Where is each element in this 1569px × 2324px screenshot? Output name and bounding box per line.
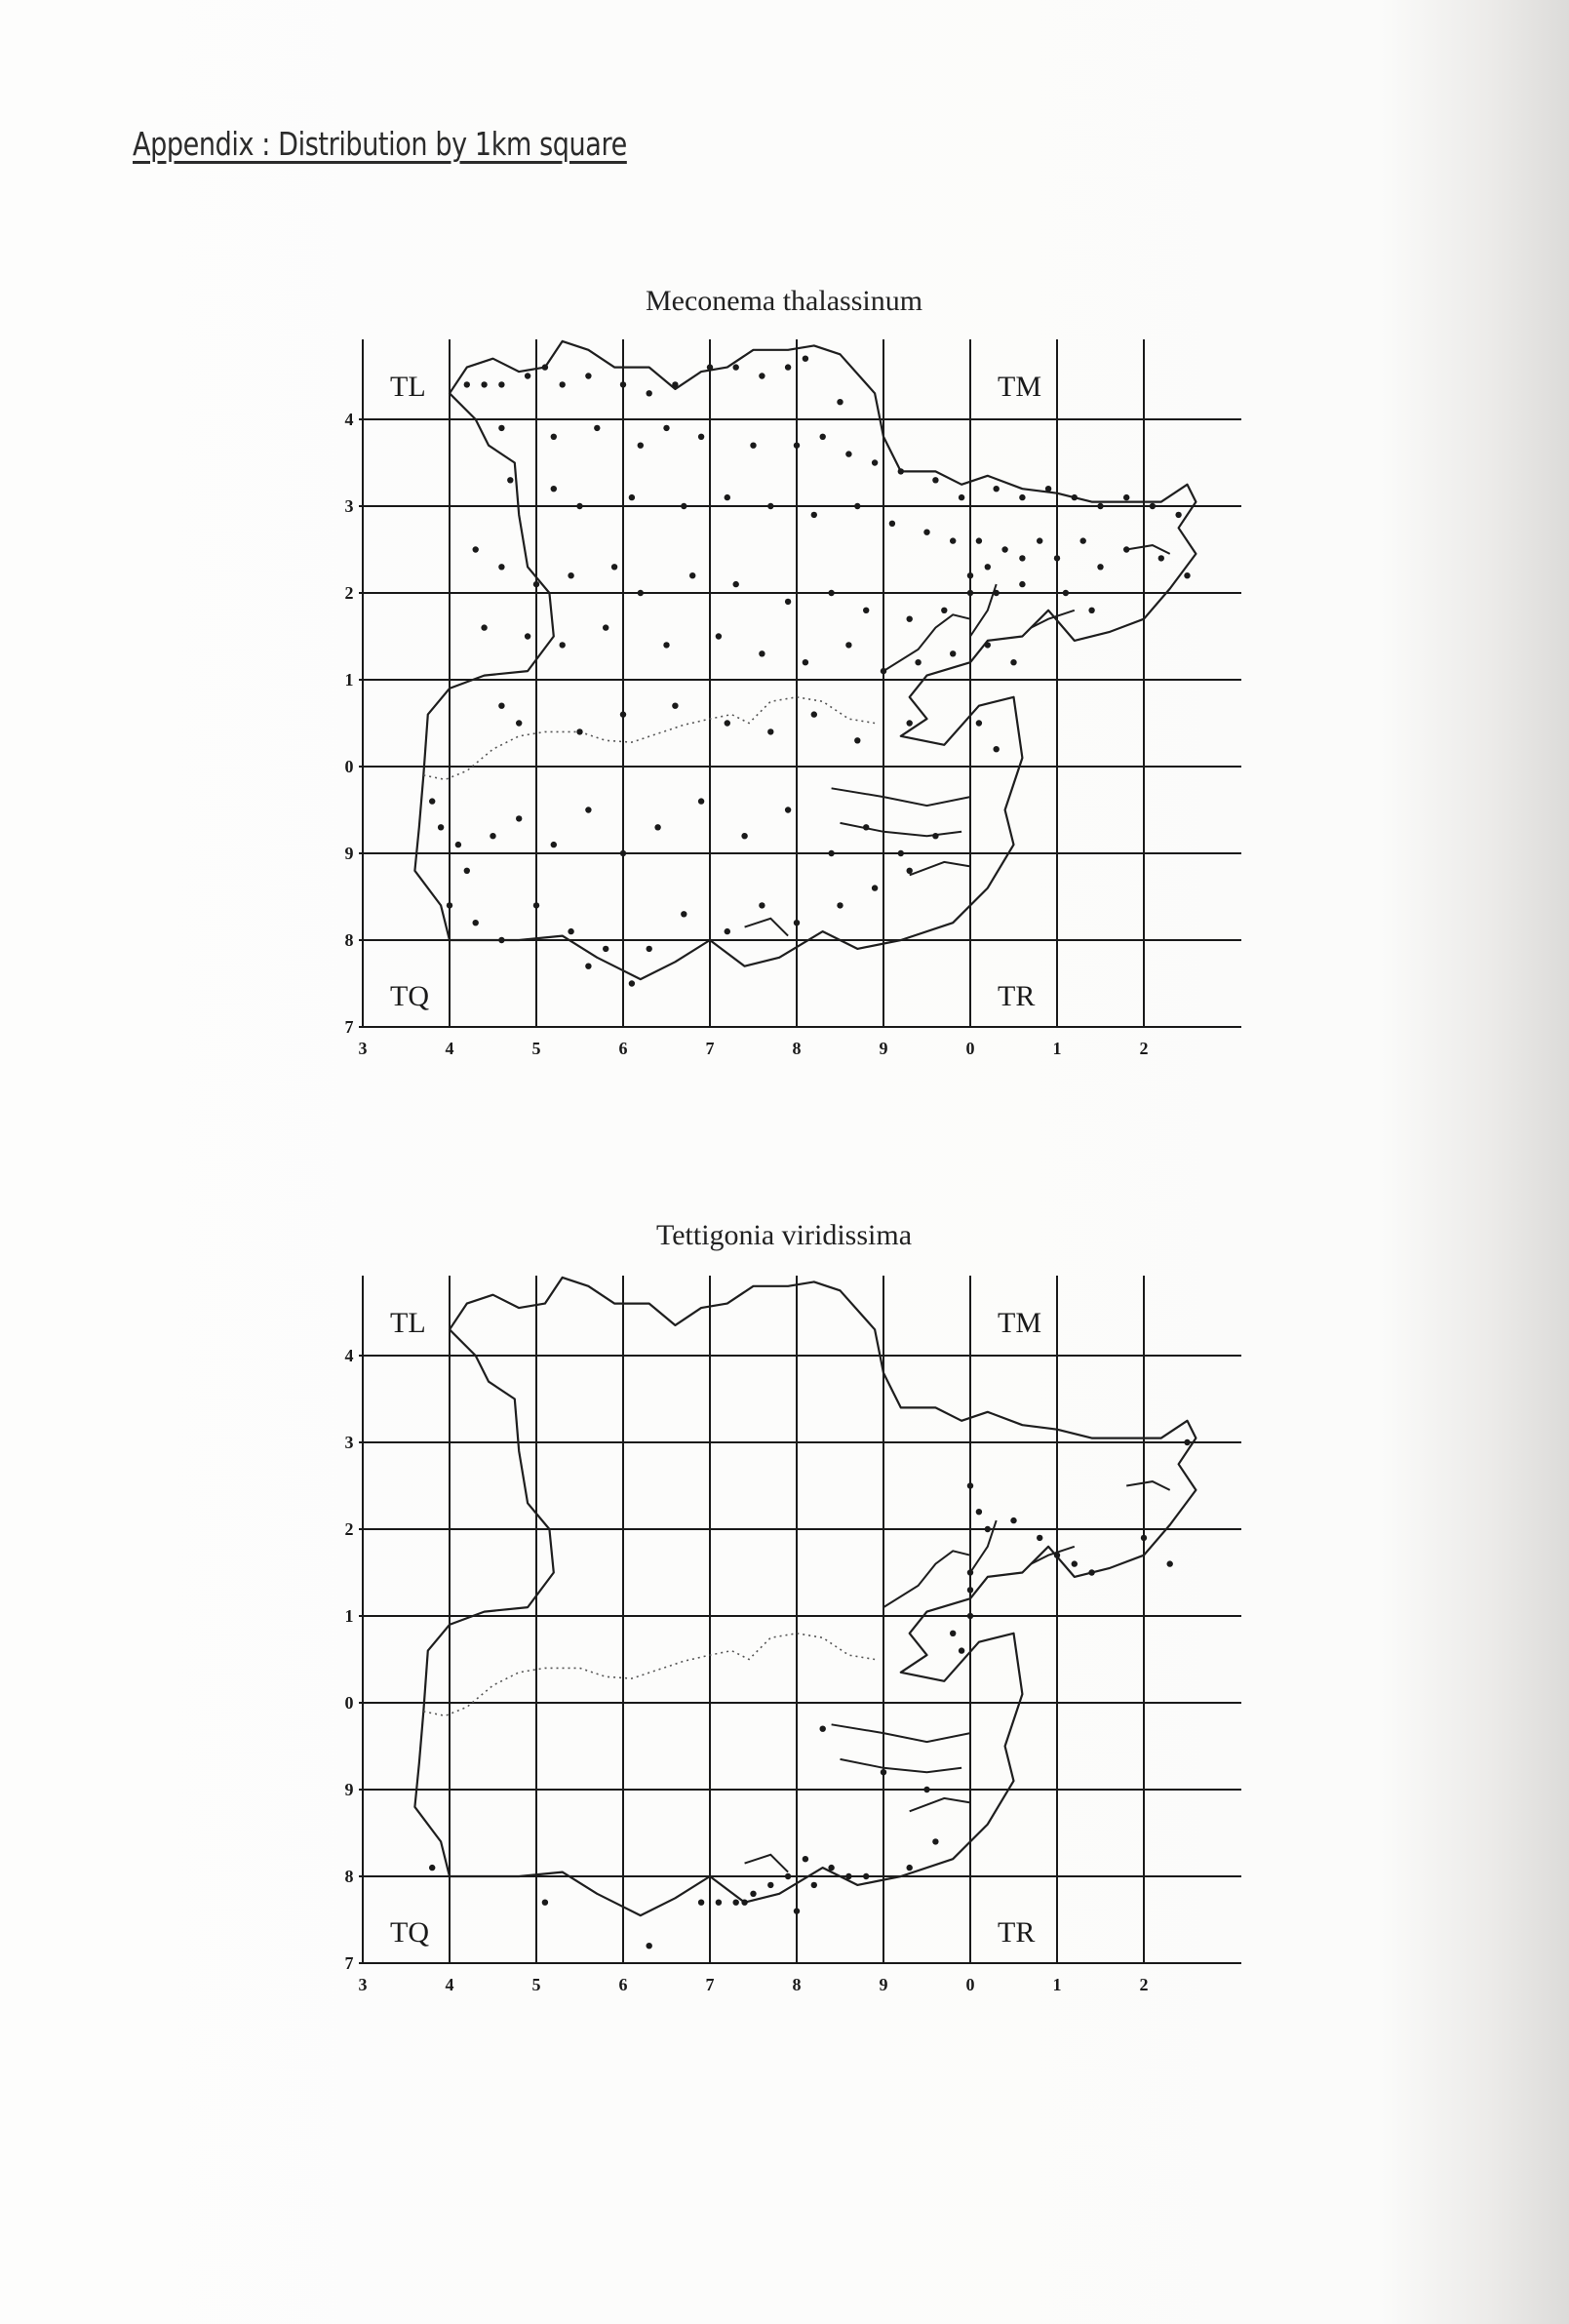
record-dot [854, 737, 860, 743]
record-dot [1097, 564, 1103, 570]
x-tick-label: 5 [531, 1975, 541, 1994]
record-dot [516, 720, 522, 726]
x-tick-label: 0 [965, 1039, 975, 1058]
record-dot [654, 824, 660, 830]
record-dot [1123, 546, 1129, 552]
y-tick-label: 9 [344, 1780, 354, 1799]
record-dot [498, 381, 504, 387]
x-tick-label: 2 [1139, 1039, 1149, 1058]
x-tick-label: 6 [618, 1975, 628, 1994]
record-dot [863, 824, 869, 830]
record-dot [551, 842, 557, 847]
y-tick-label: 3 [344, 1433, 354, 1452]
record-dot [576, 503, 582, 509]
record-dot [767, 1882, 773, 1888]
record-dot [638, 590, 644, 596]
record-dot [663, 425, 669, 431]
record-dot [967, 1569, 973, 1575]
record-dot [967, 590, 973, 596]
record-dot [967, 1587, 973, 1593]
county-coastline [414, 1278, 1196, 1915]
y-tick-label: 4 [344, 1346, 354, 1365]
record-dot [950, 650, 956, 656]
grid-square-label-ne: TM [998, 371, 1041, 403]
record-dot [767, 503, 773, 509]
record-dot [915, 659, 921, 665]
record-dot [976, 537, 982, 543]
record-dot [716, 633, 722, 639]
y-tick-label: 0 [344, 1693, 354, 1713]
map-title: Meconema thalassinum [645, 285, 923, 317]
record-dot [837, 399, 843, 405]
estuary-line [1126, 545, 1170, 554]
record-dot [620, 850, 626, 856]
record-dot [725, 928, 730, 934]
record-dot [1150, 503, 1156, 509]
record-dot [845, 451, 851, 456]
record-dot [1141, 1535, 1147, 1541]
y-tick-label: 8 [344, 930, 354, 950]
estuary-line [883, 1551, 970, 1607]
grid-map [332, 1266, 1238, 1997]
record-dot [1010, 659, 1016, 665]
estuary-line [910, 1798, 970, 1811]
record-dot [629, 980, 635, 986]
record-dot [1167, 1560, 1173, 1566]
record-dot [1019, 555, 1025, 561]
record-dot [854, 503, 860, 509]
record-dot [941, 608, 947, 613]
record-dot [1037, 537, 1042, 543]
x-tick-label: 6 [618, 1039, 628, 1058]
record-dot [985, 564, 991, 570]
record-dot [1001, 546, 1007, 552]
record-dot [585, 807, 591, 812]
record-dot [429, 1865, 435, 1871]
x-tick-label: 9 [879, 1039, 888, 1058]
record-dot [1072, 1560, 1078, 1566]
grid-square-label-ne: TM [998, 1307, 1041, 1339]
record-dot [603, 624, 608, 630]
y-tick-label: 4 [344, 410, 354, 429]
record-dot [638, 443, 644, 449]
record-dot [811, 711, 817, 717]
record-dot [785, 1873, 791, 1879]
record-dot [803, 1856, 808, 1862]
x-tick-label: 3 [358, 1039, 368, 1058]
y-tick-label: 2 [344, 1519, 354, 1539]
record-dot [733, 581, 739, 587]
record-dot [794, 920, 800, 926]
grid-square-label-nw: TL [390, 371, 426, 403]
record-dot [663, 642, 669, 648]
record-dot [585, 373, 591, 378]
record-dot [967, 1482, 973, 1488]
record-dot [542, 364, 548, 370]
record-dot [881, 1769, 886, 1775]
record-dot [551, 486, 557, 492]
record-dot [1184, 572, 1190, 578]
record-dot [698, 434, 704, 440]
record-dot [794, 1908, 800, 1913]
record-dot [1080, 537, 1086, 543]
record-dot [725, 494, 730, 500]
estuary-line [832, 788, 970, 806]
record-dot [611, 564, 617, 570]
page-heading: Appendix : Distribution by 1km square [133, 125, 627, 163]
record-dot [1072, 494, 1078, 500]
estuary-line [883, 614, 970, 671]
record-dot [629, 494, 635, 500]
record-dot [672, 381, 678, 387]
record-dot [698, 798, 704, 804]
record-dot [967, 572, 973, 578]
record-dot [889, 521, 895, 527]
x-tick-label: 8 [792, 1975, 802, 1994]
record-dot [620, 711, 626, 717]
record-dot [447, 902, 452, 908]
record-dot [681, 911, 686, 917]
record-dot [498, 564, 504, 570]
estuary-line [841, 1759, 962, 1772]
record-dot [820, 1726, 826, 1732]
grid-square-label-se: TR [998, 980, 1036, 1012]
record-dot [828, 1865, 834, 1871]
record-dot [525, 373, 530, 378]
record-dot [498, 425, 504, 431]
y-tick-label: 1 [344, 670, 354, 689]
record-dot [994, 486, 1000, 492]
record-dot [994, 590, 1000, 596]
record-dot [1019, 581, 1025, 587]
record-dot [932, 1838, 938, 1844]
estuary-line [745, 1855, 789, 1872]
record-dot [1054, 1553, 1060, 1558]
record-dot [620, 381, 626, 387]
record-dot [647, 946, 652, 952]
record-dot [741, 1900, 747, 1906]
record-dot [438, 824, 444, 830]
record-dot [845, 642, 851, 648]
y-tick-label: 2 [344, 583, 354, 603]
record-dot [898, 850, 904, 856]
record-dot [568, 572, 573, 578]
grid-square-label-nw: TL [390, 1307, 426, 1339]
map-title: Tettigonia viridissima [655, 1219, 913, 1251]
x-tick-label: 1 [1052, 1975, 1062, 1994]
record-dot [811, 512, 817, 518]
estuary-line [745, 919, 789, 936]
record-dot [455, 842, 461, 847]
record-dot [473, 920, 479, 926]
x-tick-label: 4 [445, 1975, 454, 1994]
record-dot [976, 1509, 982, 1515]
record-dot [516, 815, 522, 821]
record-dot [820, 434, 826, 440]
record-dot [923, 1787, 929, 1792]
record-dot [811, 1882, 817, 1888]
record-dot [725, 720, 730, 726]
record-dot [551, 434, 557, 440]
record-dot [907, 868, 913, 874]
record-dot [533, 902, 539, 908]
record-dot [872, 459, 878, 465]
record-dot [959, 494, 964, 500]
grid-map [332, 330, 1238, 1061]
y-tick-label: 9 [344, 844, 354, 863]
record-dot [932, 477, 938, 483]
record-dot [647, 390, 652, 396]
record-dot [525, 633, 530, 639]
record-dot [907, 1865, 913, 1871]
record-dot [560, 381, 566, 387]
estuary-line [832, 1724, 970, 1742]
record-dot [881, 668, 886, 674]
y-tick-label: 7 [344, 1017, 354, 1037]
record-dot [1010, 1517, 1016, 1523]
record-dot [932, 833, 938, 839]
record-dot [576, 729, 582, 734]
record-dot [803, 356, 808, 362]
x-tick-label: 7 [705, 1039, 715, 1058]
record-dot [759, 902, 765, 908]
record-dot [542, 1900, 548, 1906]
record-dot [707, 364, 713, 370]
record-dot [481, 381, 487, 387]
x-tick-label: 4 [445, 1039, 454, 1058]
record-dot [785, 364, 791, 370]
record-dot [1045, 486, 1051, 492]
record-dot [898, 468, 904, 474]
record-dot [1158, 555, 1164, 561]
record-dot [976, 720, 982, 726]
x-tick-label: 8 [792, 1039, 802, 1058]
x-tick-label: 9 [879, 1975, 888, 1994]
x-tick-label: 5 [531, 1039, 541, 1058]
record-dot [1019, 494, 1025, 500]
record-dot [759, 650, 765, 656]
record-dot [568, 928, 573, 934]
record-dot [837, 902, 843, 908]
record-dot [1037, 1535, 1042, 1541]
record-dot [481, 624, 487, 630]
record-dot [698, 1900, 704, 1906]
record-dot [907, 720, 913, 726]
record-dot [1088, 608, 1094, 613]
record-dot [560, 642, 566, 648]
record-dot [464, 868, 470, 874]
record-dot [741, 833, 747, 839]
estuary-line [1031, 1547, 1075, 1564]
record-dot [872, 885, 878, 890]
record-dot [498, 937, 504, 943]
record-dot [759, 373, 765, 378]
record-dot [429, 798, 435, 804]
estuary-line [841, 823, 962, 836]
record-dot [794, 443, 800, 449]
record-dot [767, 729, 773, 734]
x-tick-label: 2 [1139, 1975, 1149, 1994]
record-dot [750, 1891, 756, 1897]
record-dot [828, 590, 834, 596]
x-tick-label: 1 [1052, 1039, 1062, 1058]
record-dot [672, 703, 678, 709]
record-dot [716, 1900, 722, 1906]
record-dot [733, 1900, 739, 1906]
x-tick-label: 0 [965, 1975, 975, 1994]
record-dot [1054, 555, 1060, 561]
x-tick-label: 7 [705, 1975, 715, 1994]
record-dot [1175, 512, 1181, 518]
grid-square-label-sw: TQ [390, 1916, 429, 1949]
record-dot [1184, 1439, 1190, 1445]
record-dot [647, 1943, 652, 1949]
estuary-line [1126, 1481, 1170, 1490]
grid-square-label-se: TR [998, 1916, 1036, 1949]
record-dot [785, 599, 791, 605]
record-dot [803, 659, 808, 665]
estuary-line [910, 862, 970, 875]
record-dot [473, 546, 479, 552]
record-dot [594, 425, 600, 431]
record-dot [585, 964, 591, 969]
y-tick-label: 3 [344, 496, 354, 516]
y-tick-label: 1 [344, 1606, 354, 1626]
x-tick-label: 3 [358, 1975, 368, 1994]
record-dot [950, 537, 956, 543]
record-dot [845, 1873, 851, 1879]
y-tick-label: 8 [344, 1867, 354, 1886]
record-dot [1088, 1569, 1094, 1575]
record-dot [985, 642, 991, 648]
record-dot [785, 807, 791, 812]
record-dot [959, 1647, 964, 1653]
record-dot [907, 616, 913, 622]
record-dot [863, 608, 869, 613]
grid-square-label-sw: TQ [390, 980, 429, 1012]
record-dot [681, 503, 686, 509]
record-dot [689, 572, 695, 578]
record-dot [498, 703, 504, 709]
record-dot [1097, 503, 1103, 509]
record-dot [985, 1526, 991, 1532]
record-dot [1123, 494, 1129, 500]
estuary-line [1031, 611, 1075, 628]
record-dot [603, 946, 608, 952]
record-dot [967, 1613, 973, 1619]
record-dot [464, 381, 470, 387]
record-dot [863, 1873, 869, 1879]
y-tick-label: 7 [344, 1953, 354, 1973]
record-dot [750, 443, 756, 449]
record-dot [994, 746, 1000, 752]
record-dot [828, 850, 834, 856]
record-dot [507, 477, 513, 483]
y-tick-label: 0 [344, 757, 354, 776]
record-dot [533, 581, 539, 587]
record-dot [733, 364, 739, 370]
record-dot [923, 530, 929, 535]
record-dot [1063, 590, 1069, 596]
record-dot [950, 1631, 956, 1636]
record-dot [490, 833, 495, 839]
